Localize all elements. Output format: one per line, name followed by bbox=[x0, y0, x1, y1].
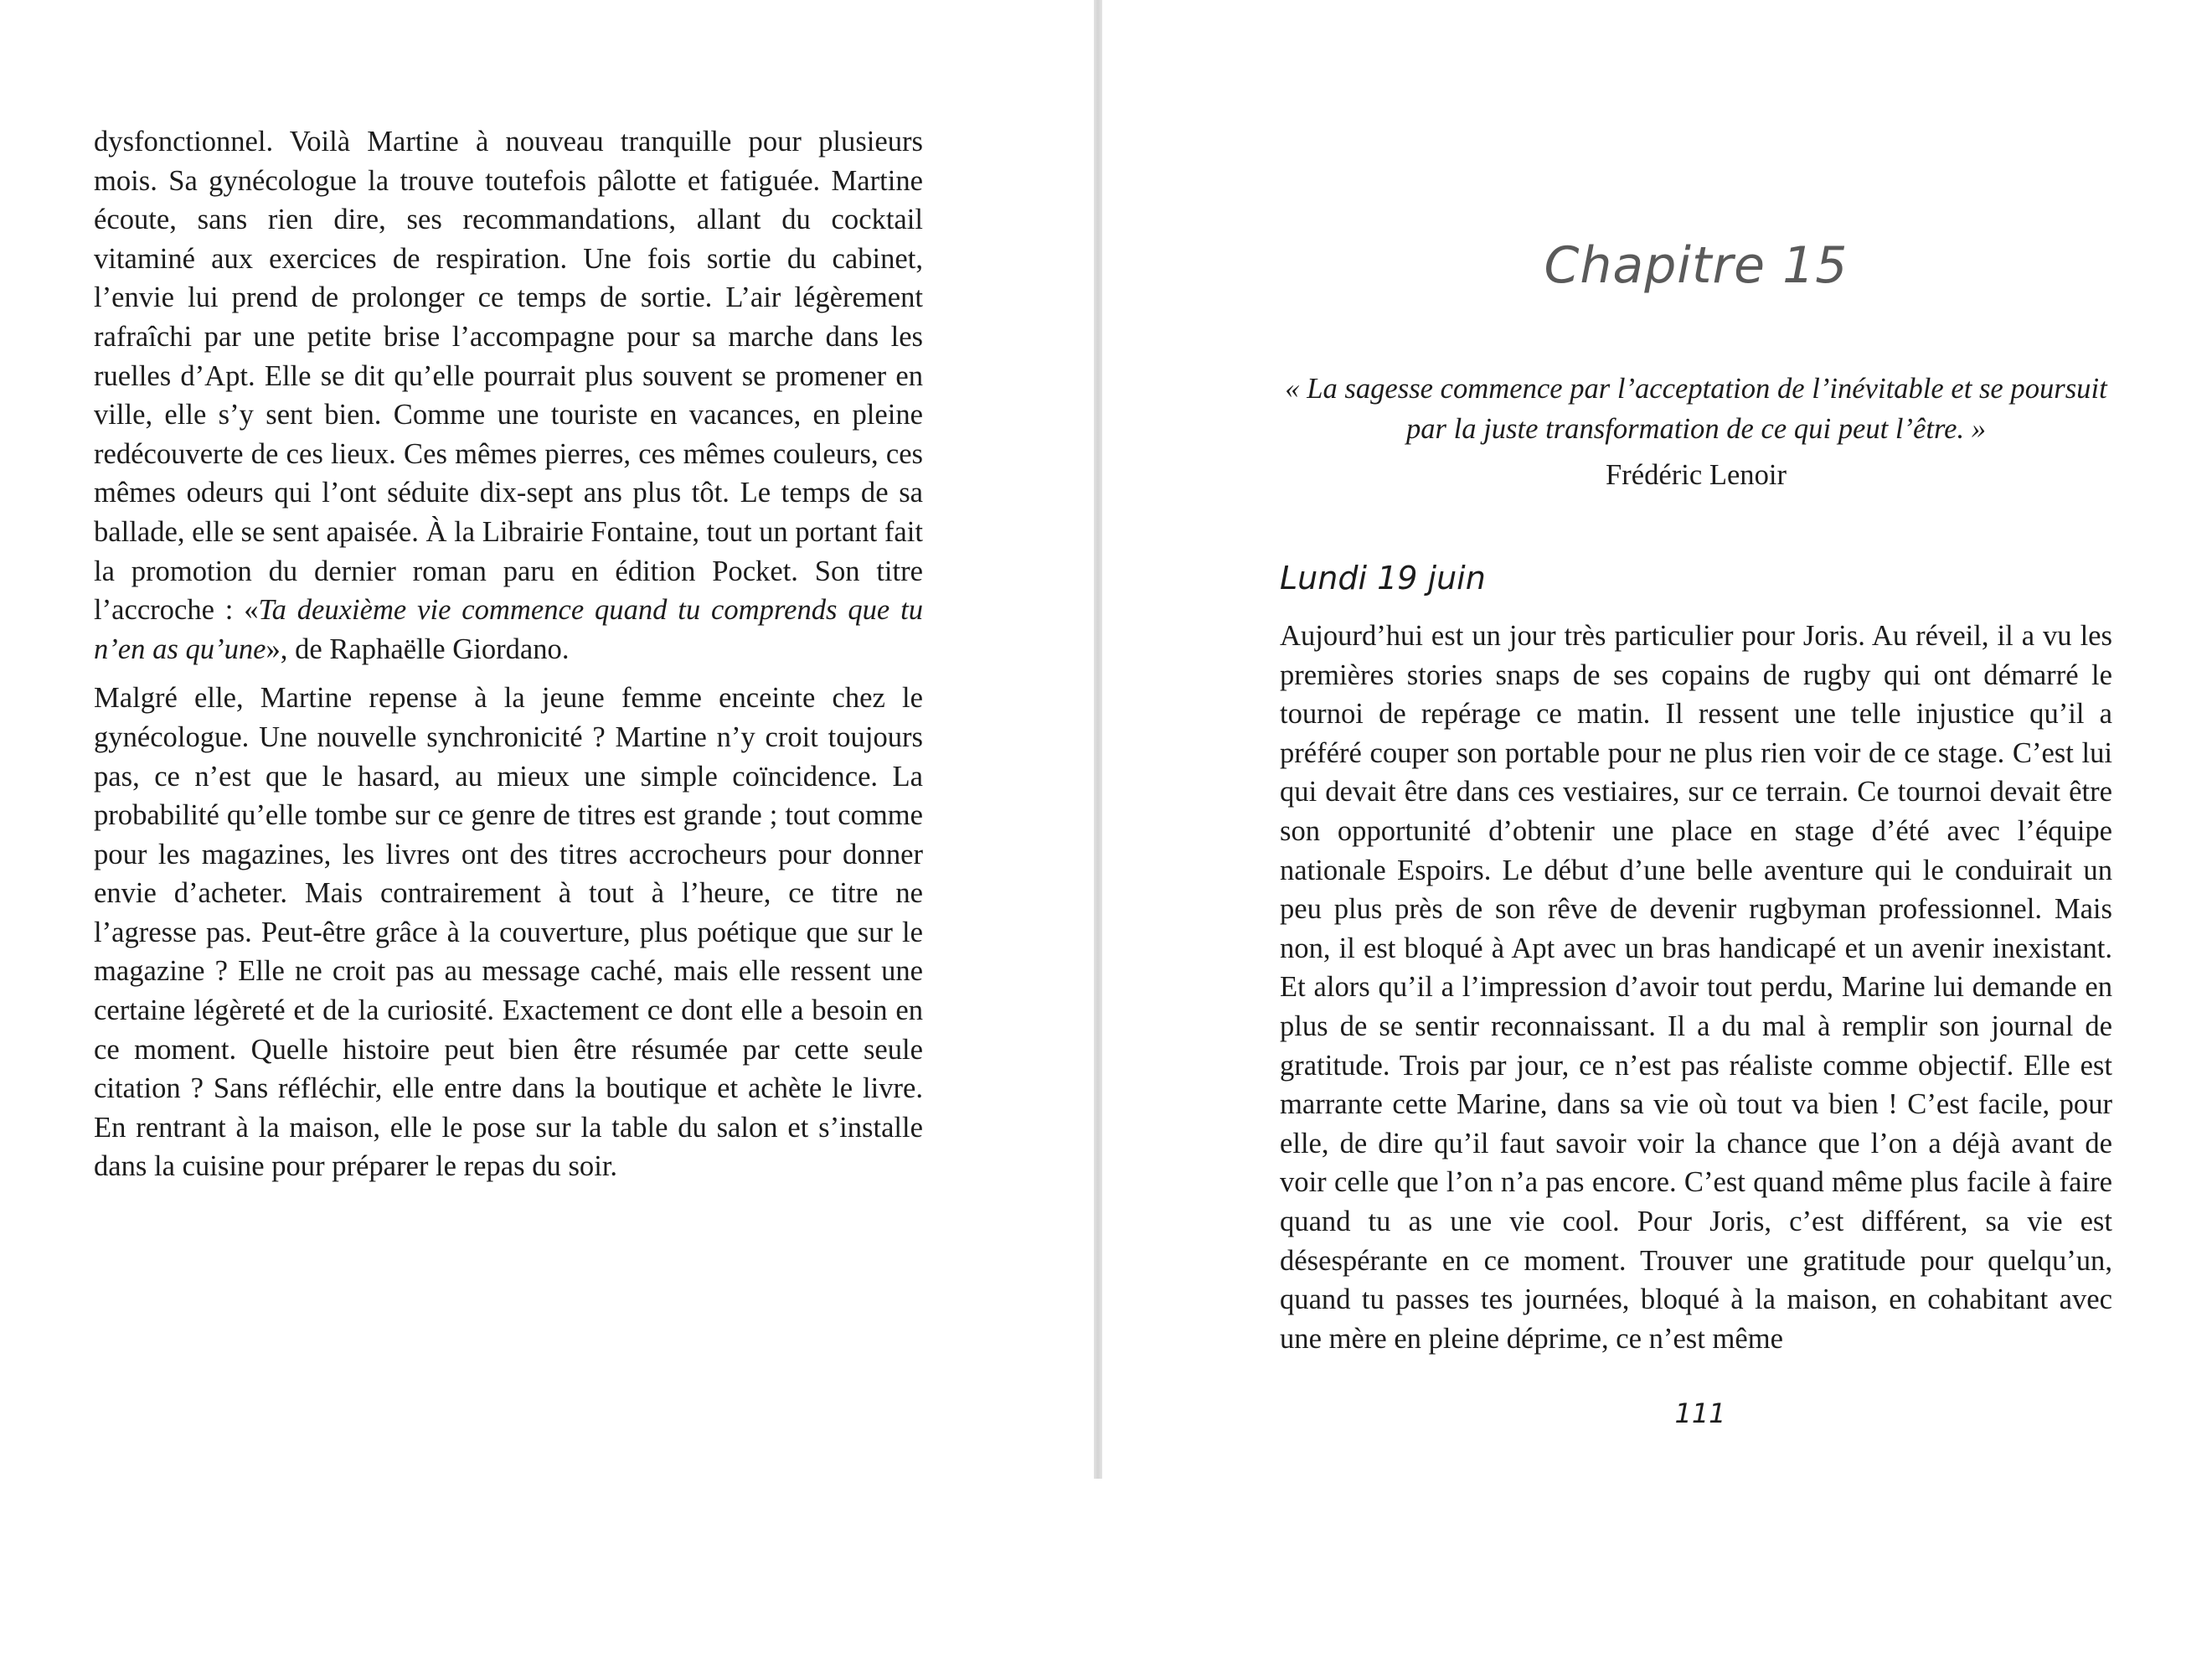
paragraph-text: dysfonctionnel. Voilà Martine à nouveau tranquille pour plusieurs mois. Sa gynécologue la trouve toutefois pâlotte et fatiguée. Martine écoute, sans rien dire, ses recommandations, allant du cocktail vitaminé aux exercices de respiration. Une fois sortie du cabinet, l’envie lui prend de prolonger ce temps de sortie. L’air légèrement rafraîchi par une petite brise l’accompagne pour sa marche dans les ruelles d’Apt. Elle se dit qu’elle pourrait plus souvent se promener en ville, elle s’y sent bien. Comme une touriste en vacances, en pleine redécouverte de ces lieux. Ces mêmes pierres, ces mêmes couleurs, ces mêmes odeurs qui l’ont séduite dix-sept ans plus tôt. Le temps de sa ballade, elle se sent apaisée. À la Librairie Fontaine, tout un portant fait la promotion du dernier roman paru en édition Pocket. Son titre l’accroche : « bbox=[94, 126, 923, 627]
epigraph-author: Frédéric Lenoir bbox=[1605, 459, 1787, 491]
epigraph-quote: « La sagesse commence par l’acceptation de l’inévitable et se poursuit par la juste transformation de ce qui peut l’être. » bbox=[1285, 373, 2107, 445]
right-body bbox=[1280, 617, 2112, 1358]
left-page bbox=[94, 122, 923, 1186]
right-paragraph: Aujourd’hui est un jour très particulier pour Joris. Au réveil, il a vu les premières stories snaps de ses copains de rugby qui ont démarré le tournoi de repérage ce matin. Il ressent une telle injustice qu’il a préféré couper son portable pour ne plus rien voir de ce stage. C’est lui qui devait être dans ces vestiaires, sur ce terrain. Ce tournoi devait être son opportunité d’obtenir une place en stage d’été avec l’équipe nationale Espoirs. Le début d’une belle aventure qui le conduirait un peu plus près de son rêve de devenir rugbyman professionnel. Mais non, il est bloqué à Apt avec un bras handicapé et un avenir inexistant. Et alors qu’il a l’impression d’avoir tout perdu, Marine lui demande en plus de se sentir reconnaissant. Il a du mal à remplir son journal de gratitude. Trois par jour, ce n’est pas réaliste comme objectif. Elle est marrante cette Marine, dans sa vie où tout va bien ! C’est facile, pour elle, de dire qu’il faut savoir voir la chance que l’on a déjà avant de voir celle que l’on n’a pas encore. C’est quand même plus facile à faire quand tu as une vie cool. Pour Joris, c’est différent, sa vie est désespérante en ce moment. Trouver une gratitude pour quelqu’un, quand tu passes tes journées, bloqué à la maison, en cohabitant avec une mère en pleine déprime, ce n’est même bbox=[1280, 620, 2112, 1355]
journal-date-heading: Lundi 19 juin bbox=[1280, 560, 1486, 597]
paragraph-text: », de Raphaëlle Giordano. bbox=[266, 633, 570, 665]
page-number: 111 bbox=[1674, 1397, 1726, 1429]
page-gutter bbox=[1094, 0, 1102, 1479]
quoted-book-title: Ta deuxième vie commence quand tu comprends que tu n’en as qu’une bbox=[94, 594, 924, 665]
chapter-title: Chapitre 15 bbox=[1544, 236, 1848, 295]
paragraph-text: Malgré elle, Martine repense à la jeune femme enceinte chez le gynécologue. Une nouvelle synchronicité ? Martine n’y croit toujours pas, ce n’est que le hasard, au mieux une simple coïncidence. La probabilité qu’elle tombe sur ce genre de titres est grande ; tout comme pour les magazines, les livres ont des titres accrocheurs pour donner envie d’acheter. Mais contrairement à tout à l’heure, ce titre ne l’agresse pas. Peut-être grâce à la couverture, plus poétique que sur le magazine ? Elle ne croit pas au message caché, mais elle ressent une certaine légèreté et de la curiosité. Exactement ce dont elle a besoin en ce moment. Quelle histoire peut bien être résumée par cette seule citation ? Sans réfléchir, elle entre dans la boutique et achète le livre. En rentrant à la maison, elle le pose sur la table du salon et s’installe dans la cuisine pour préparer le repas du soir. bbox=[94, 682, 923, 1183]
left-paragraph-2 bbox=[94, 679, 923, 1186]
left-paragraph-1 bbox=[94, 122, 923, 669]
right-page bbox=[1280, 0, 2112, 1663]
